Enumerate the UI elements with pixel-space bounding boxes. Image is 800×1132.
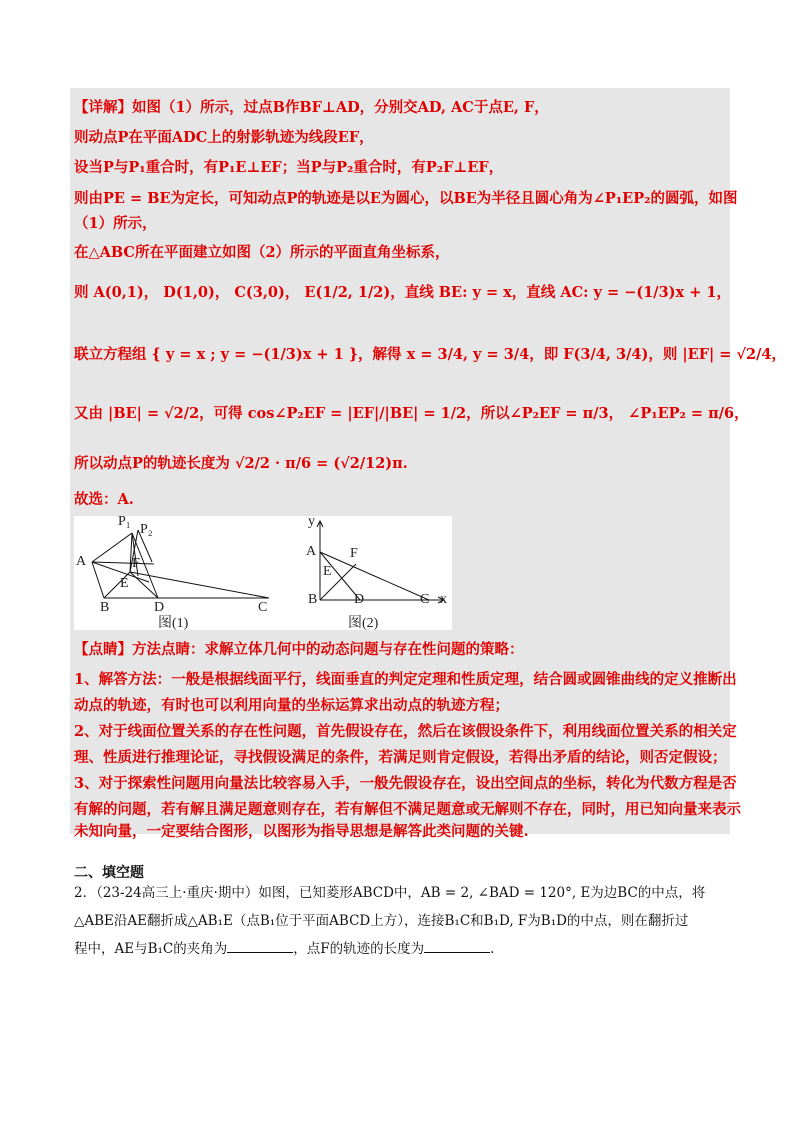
label-d2: D <box>354 592 365 607</box>
solution-line-3: 设当P与P₁重合时，有P₁E⊥EF；当P与P₂重合时，有P₂F⊥EF， <box>74 159 504 176</box>
comment-line-6: 有解的问题，若有解且满足题意则存在，若有解但不满足题意或无解则不存在，同时，用已知向量来表示 <box>74 801 741 818</box>
label-f: F <box>132 556 140 571</box>
label-p2: P₂ <box>140 522 153 537</box>
question-line-3 <box>74 938 494 960</box>
question-text-a: 程中，AE与B₁C的夹角为 <box>74 941 228 957</box>
comment-line-7: 未知向量，一定要结合图形，以图形为指导思想是解答此类问题的关键. <box>74 823 529 840</box>
comment-line-3: 2、对于线面位置关系的存在性问题，首先假设存在，然后在该假设条件下，利用线面位置关系的相关定 <box>74 723 737 740</box>
question-line-2: △ABE沿AE翻折成△AB₁E（点B₁位于平面ABCD上方），连接B₁C和B₁D, F为B₁D的中点，则在翻折过 <box>74 913 689 929</box>
solution-line-7: 则 A(0,1)， D(1,0)， C(3,0)， E(1/2, 1/2)，直线 BE: y = x，直线 AC: y = −(1/3)x + 1， <box>74 284 732 301</box>
label-b: B <box>100 600 110 615</box>
solution-line-1: 【详解】如图（1）所示，过点B作BF⊥AD，分别交AD, AC于点E, F， <box>74 99 549 116</box>
comment-heading: 【点睛】方法点睛：求解立体几何中的动态问题与存在性问题的策略： <box>74 641 524 658</box>
label-e: E <box>120 576 129 591</box>
solution-line-11: 故选：A. <box>74 491 134 508</box>
comment-line-1: 1、解答方法：一般是根据线面平行，线面垂直的判定定理和性质定理，结合圆或圆锥曲线的定义推断出 <box>74 671 737 688</box>
question-text-c: . <box>490 941 495 957</box>
label-b2: B <box>308 592 318 607</box>
question-text-b: ，点F的轨迹的长度为 <box>293 941 425 957</box>
answer-blank-1[interactable] <box>227 938 293 953</box>
figure2-caption: 图(2) <box>348 616 379 631</box>
solution-line-8: 联立方程组 { y = x ; y = −(1/3)x + 1 }，解得 x = 3/4, y = 3/4，即 F(3/4, 3/4)，则 |EF| = √2/4， <box>74 346 787 363</box>
solution-line-6: 在△ABC所在平面建立如图（2）所示的平面直角坐标系， <box>74 244 450 261</box>
figure-panel <box>74 516 452 630</box>
solution-line-10: 所以动点P的轨迹长度为 √2/2 · π/6 = (√2/12)π. <box>74 455 408 472</box>
label-f2: F <box>350 546 358 561</box>
label-a: A <box>76 554 87 569</box>
label-c2: C <box>420 592 430 607</box>
label-c: C <box>258 600 268 615</box>
section-title: 二、填空题 <box>74 865 144 881</box>
figure1-caption: 图(1) <box>158 616 189 631</box>
label-p1: P₁ <box>118 514 131 529</box>
answer-blank-2[interactable] <box>424 938 490 953</box>
label-axis-y: y <box>308 514 315 529</box>
label-axis-x: x <box>440 592 447 607</box>
comment-line-4: 理、性质进行推理论证，寻找假设满足的条件，若满足则肯定假设，若得出矛盾的结论，则否定假设； <box>74 749 727 766</box>
solution-line-5: （1）所示， <box>74 215 157 232</box>
solution-line-4: 则由PE = BE为定长，可知动点P的轨迹是以E为圆心，以BE为半径且圆心角为∠P₁EP₂的圆弧，如图 <box>74 190 738 207</box>
solution-line-9: 又由 |BE| = √2/2，可得 cos∠P₂EF = |EF|/|BE| = 1/2，所以∠P₂EF = π/3， ∠P₁EP₂ = π/6， <box>74 405 749 422</box>
label-e2: E <box>323 564 332 579</box>
comment-line-2: 动点的轨迹，有时也可以利用向量的坐标运算求出动点的轨迹方程； <box>74 697 509 714</box>
comment-line-5: 3、对于探索性问题用向量法比较容易入手，一般先假设存在，设出空间点的坐标，转化为代数方程是否 <box>74 775 737 792</box>
label-d: D <box>154 600 165 615</box>
question-line-1: 2．（23-24高三上·重庆·期中）如图，已知菱形ABCD中，AB = 2, ∠BAD = 120°, E为边BC的中点，将 <box>74 885 706 901</box>
solution-line-2: 则动点P在平面ADC上的射影轨迹为线段EF， <box>74 129 374 146</box>
label-a2: A <box>306 544 317 559</box>
